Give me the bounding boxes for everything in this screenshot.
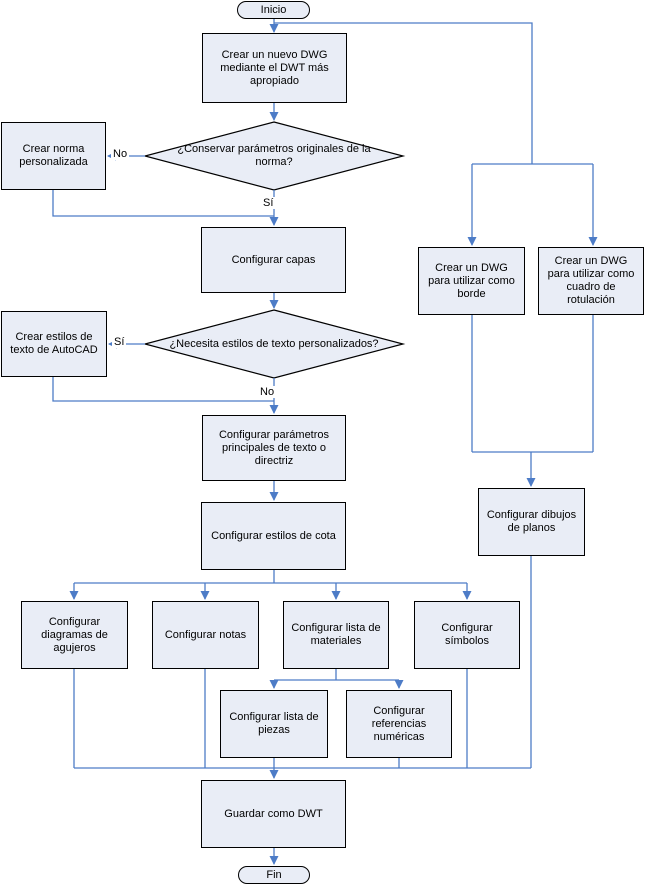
edge-label-no-1: No [113, 148, 128, 160]
node-config-agujeros: Configurar diagramas de agujeros [21, 601, 128, 669]
edge-label-si-2: Sí [114, 336, 125, 348]
node-create-estilos: Crear estilos de texto de AutoCAD [1, 311, 107, 377]
edge-norma-return [53, 190, 274, 216]
node-config-cota: Configurar estilos de cota [201, 502, 346, 570]
node-create-dwg: Crear un nuevo DWG mediante el DWT más apropiado [202, 33, 347, 103]
node-config-materiales: Configurar lista de materiales [283, 601, 389, 669]
decision-need-text-styles-label: ¿Necesita estilos de texto personalizados? [169, 337, 379, 350]
node-dwg-rotulacion: Crear un DWG para utilizar como cuadro de rotulación [538, 247, 644, 315]
node-config-capas: Configurar capas [201, 227, 346, 293]
node-fin: Fin [238, 866, 310, 884]
node-dwg-borde: Crear un DWG para utilizar como borde [418, 247, 525, 315]
node-config-notas: Configurar notas [152, 601, 259, 669]
node-config-planos: Configurar dibujos de planos [478, 488, 585, 556]
edge-label-no-2: No [260, 386, 275, 398]
node-config-referencias: Configurar referencias numéricas [346, 690, 452, 758]
node-create-norma: Crear norma personalizada [1, 122, 106, 190]
node-guardar-dwt: Guardar como DWT [201, 780, 346, 848]
node-inicio: Inicio [237, 1, 310, 19]
node-config-simbolos: Configurar símbolos [414, 601, 520, 669]
edge-label-si-1: Sí [263, 197, 274, 209]
node-config-piezas: Configurar lista de piezas [220, 690, 328, 758]
decision-keep-params-label: ¿Conservar parámetros originales de la norma? [177, 143, 371, 168]
edge-estilos-return [53, 377, 274, 401]
node-config-texto: Configurar parámetros principales de texto o directriz [202, 415, 346, 481]
